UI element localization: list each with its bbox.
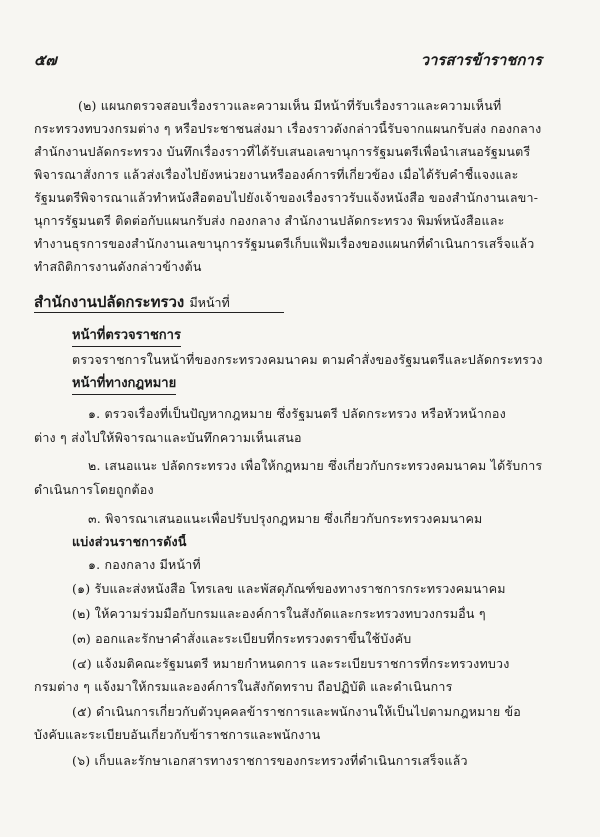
- division-item: (๕) ดำเนินการเกี่ยวกับตัวบุคคลข้าราชการและพนักงานให้เป็นไปตามกฎหมาย ข้อ: [72, 704, 521, 719]
- legal-item-cont: ต่าง ๆ ส่งไปให้พิจารณาและบันทึกความเห็นเสนอ: [34, 430, 302, 445]
- section-underline: [34, 312, 284, 313]
- paragraph-line: รัฐมนตรีพิจารณาแล้วทำหนังสือตอบไปยังเจ้าของเรื่องราวรับแจ้งหนังสือ ของสำนักงานเลขา-: [34, 190, 539, 205]
- heading-division: แบ่งส่วนราชการดังนี้: [72, 534, 187, 549]
- division-item-cont: กรมต่าง ๆ แจ้งมาให้กรมและองค์การในสังกัดทราบ ถือปฏิบัติ และดำเนินการ: [34, 679, 453, 694]
- paragraph-line: พิจารณาสั่งการ แล้วส่งเรื่องไปยังหน่วยงานหรือองค์การที่เกี่ยวข้อง เมื่อได้รับคำชี้แจงและ: [34, 167, 519, 182]
- legal-item: ๑. ตรวจเรื่องที่เป็นปัญหากฎหมาย ซึ่งรัฐมนตรี ปลัดกระทรวง หรือหัวหน้ากอง: [88, 406, 506, 421]
- paragraph-line: นุการรัฐมนตรี ติดต่อกับแผนกรับส่ง กองกลาง สำนักงานปลัดกระทรวง พิมพ์หนังสือและ: [34, 213, 505, 228]
- paragraph-line: กระทรวงทบวงกรมต่าง ๆ หรือประชาชนส่งมา เรื่องราวดังกล่าวนี้รับจากแผนกรับส่ง กองกลาง: [34, 121, 542, 136]
- subunit-title: ๑. กองกลาง มีหน้าที่: [88, 557, 201, 572]
- legal-item: ๒. เสนอแนะ ปลัดกระทรวง เพื่อให้กฎหมาย ซึ่งเกี่ยวกับกระทรวงคมนาคม ได้รับการ: [88, 458, 543, 473]
- section-title-text: สำนักงานปลัดกระทรวง: [34, 293, 185, 311]
- division-item: (๑) รับและส่งหนังสือ โทรเลข และพัสดุภัณฑ์ของทางราชการกระทรวงคมนาคม: [72, 581, 506, 596]
- section-subtitle: มีหน้าที่: [189, 295, 230, 310]
- section-title: [34, 290, 230, 314]
- paragraph-line: ทำสถิติการงานดังกล่าวข้างต้น: [34, 259, 202, 274]
- journal-title: วารสารข้าราชการ: [420, 51, 542, 69]
- legal-item-cont: ดำเนินการโดยถูกต้อง: [34, 482, 154, 497]
- paragraph-line: สำนักงานปลัดกระทรวง บันทึกเรื่องราวที่ได้รับเสนอเลขานุการรัฐมนตรีเพื่อนำเสนอรัฐมนตรี: [34, 144, 531, 159]
- page-number: ๕๗: [34, 51, 57, 69]
- paragraph-line: ตรวจราชการในหน้าที่ของกระทรวงคมนาคม ตามคำสั่งของรัฐมนตรีและปลัดกระทรวง: [72, 352, 543, 367]
- legal-item: ๓. พิจารณาเสนอแนะเพื่อปรับปรุงกฎหมาย ซึ่งเกี่ยวกับกระทรวงคมนาคม: [88, 511, 483, 526]
- division-item: (๖) เก็บและรักษาเอกสารทางราชการของกระทรวงที่ดำเนินการเสร็จแล้ว: [72, 753, 468, 768]
- division-item-cont: บังคับและระเบียบอันเกี่ยวกับข้าราชการและพนักงาน: [34, 727, 321, 742]
- heading-inspection: หน้าที่ตรวจราชการ: [72, 324, 181, 347]
- division-item: (๓) ออกและรักษาคำสั่งและระเบียบที่กระทรวงตราขึ้นใช้บังคับ: [72, 631, 412, 646]
- paragraph-line: (๒) แผนกตรวจสอบเรื่องราวและความเห็น มีหน้าที่รับเรื่องราวและความเห็นที่: [78, 98, 502, 113]
- division-item: (๔) แจ้งมติคณะรัฐมนตรี หมายกำหนดการ และระเบียบราชการที่กระทรวงทบวง: [72, 656, 510, 671]
- division-item: (๒) ให้ความร่วมมือกับกรมและองค์การในสังกัดและกระทรวงทบวงกรมอื่น ๆ: [72, 606, 486, 621]
- heading-legal: หน้าที่ทางกฎหมาย: [72, 372, 176, 395]
- paragraph-line: ทำงานธุรการของสำนักงานเลขานุการรัฐมนตรีเก็บแฟ้มเรื่องของแผนกที่ดำเนินการเสร็จแล้ว: [34, 236, 535, 251]
